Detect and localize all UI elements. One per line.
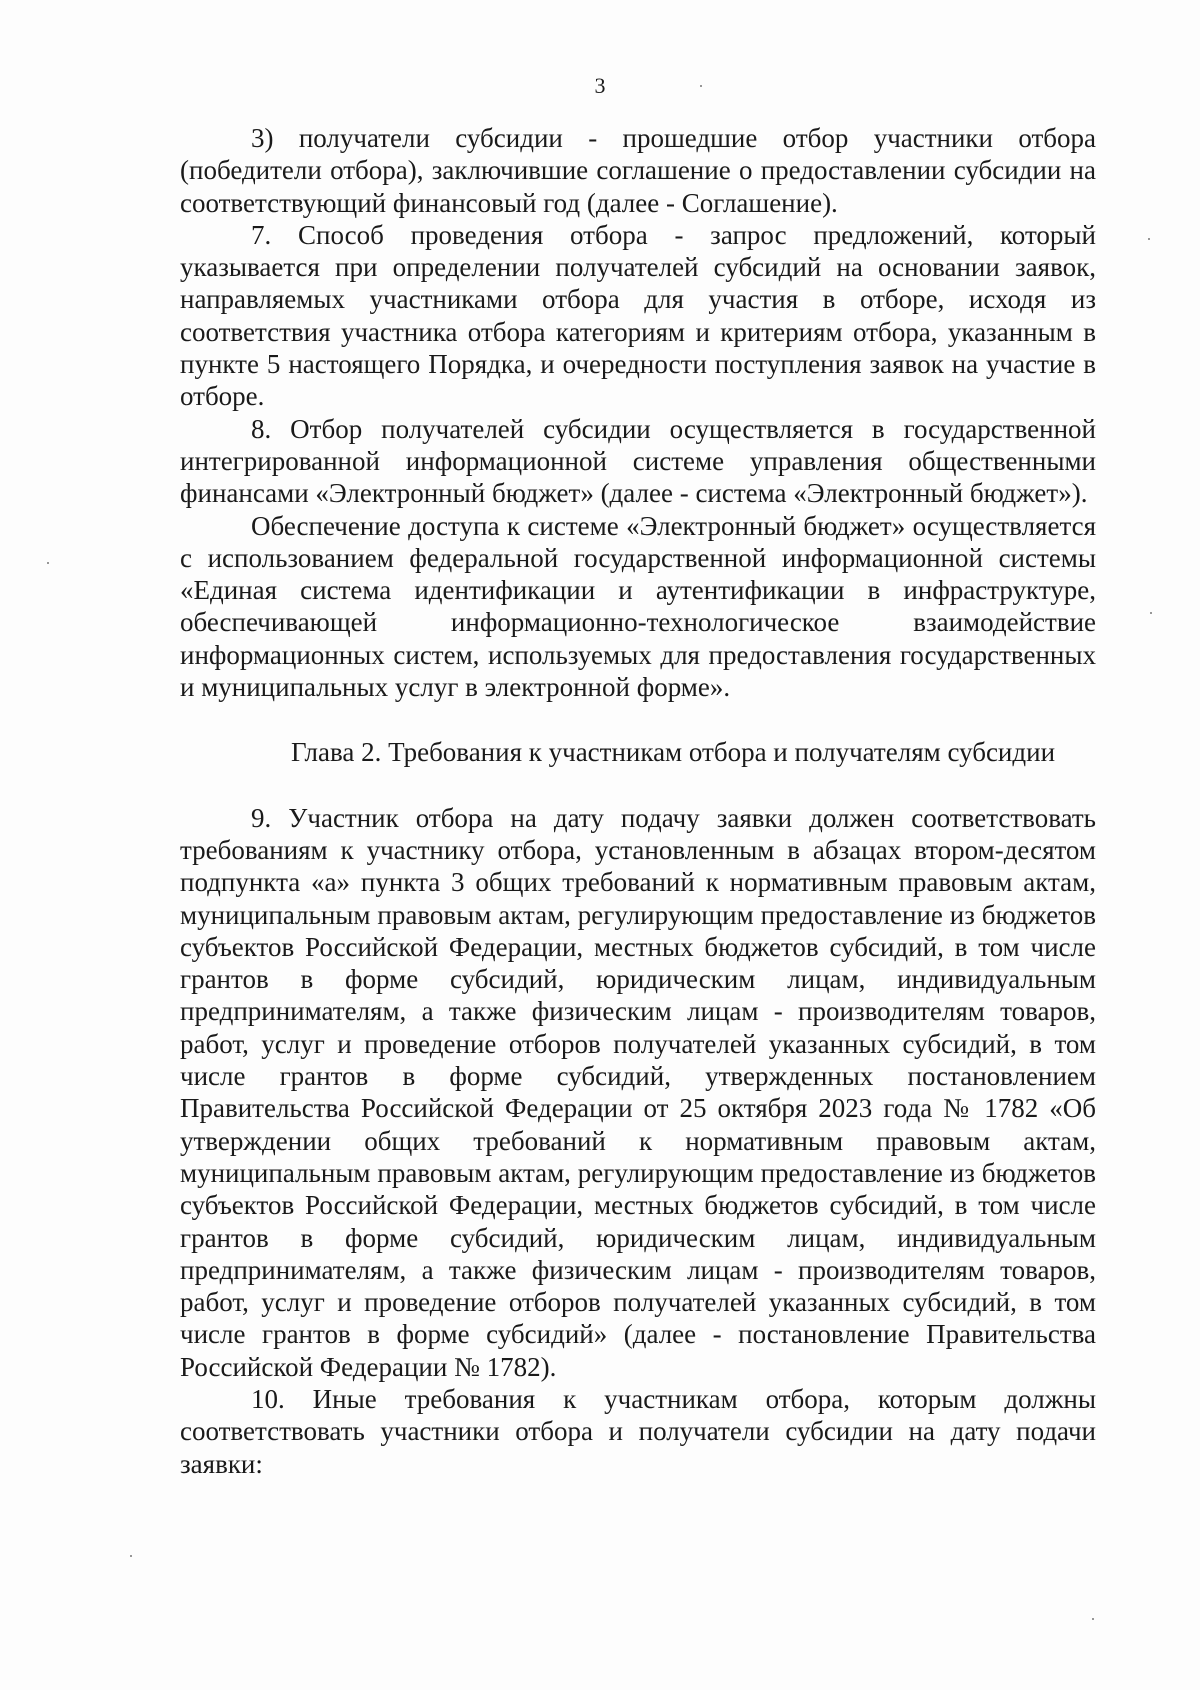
page-number: 3 (594, 73, 606, 98)
chapter-heading: Глава 2. Требования к участникам отбора и получателям субсидии (290, 737, 1056, 768)
paragraph-other-requirements: 10. Иные требования к участникам отбора, которым должны соответствовать участники отбора и получатели субсидии на дату подачи заявки: (180, 1383, 1096, 1479)
scan-speck (700, 85, 702, 87)
scan-speck (1150, 612, 1152, 614)
scan-speck (1092, 1618, 1094, 1620)
paragraph-access-provision: Обеспечение доступа к системе «Электронный бюджет» осуществляется с использованием федеральной государственной информационной системы «Единая система идентификации и аутентификации в инфраструктуре, обеспечивающей информационно-технологическое взаимодействие информационных систем, используемых для предоставления государственных и муниципальных услуг в электронной форме». (180, 510, 1096, 703)
paragraph-electronic-budget: 8. Отбор получателей субсидии осуществляется в государственной интегрированной информационной системе управления общественными финансами «Электронный бюджет» (далее - система «Электронный бюджет»). (180, 413, 1096, 509)
scan-speck (1148, 238, 1150, 240)
paragraph-participant-requirements: 9. Участник отбора на дату подачу заявки должен соответствовать требованиям к участнику отбора, установленным в абзацах втором-десятом подпункта «а» пункта 3 общих требований к нормативным правовым актам, муниципальным правовым актам, регулирующим предоставление из бюджетов субъектов Российской Федерации, местных бюджетов субсидий, в том числе грантов в форме субсидий, юридическим лицам, индивидуальным предпринимателям, а также физическим лицам - производителям товаров, работ, услуг и проведение отборов получателей указанных субсидий, в том числе грантов в форме субсидий, утвержденных постановлением Правительства Российской Федерации от 25 октября 2023 года № 1782 «Об утверждении общих требований к нормативным правовым актам, муниципальным правовым актам, регулирующим предоставление из бюджетов субъектов Российской Федерации, местных бюджетов субсидий, в том числе грантов в форме субсидий, юридическим лицам, индивидуальным предпринимателям, а также физическим лицам - производителям товаров, работ, услуг и проведение отборов получателей указанных субсидий, в том числе грантов в форме субсидий» (далее - постановление Правительства Российской Федерации № 1782). (180, 802, 1096, 1382)
document-body (180, 122, 1096, 1480)
scan-speck (130, 1555, 132, 1557)
paragraph-recipients-definition: 3) получатели субсидии - прошедшие отбор участники отбора (победители отбора), заключившие соглашение о предоставлении субсидии на соответствующий финансовый год (далее - Соглашение). (180, 123, 1096, 218)
paragraph-selection-method: 7. Способ проведения отбора - запрос предложений, который указывается при определении получателей субсидий на основании заявок, направляемых участниками отбора для участия в отборе, исходя из соответствия участника отбора категориям и критериям отбора, указанным в пункте 5 настоящего Порядка, и очередности поступления заявок на участие в отборе. (180, 219, 1096, 412)
scan-speck (47, 562, 49, 564)
